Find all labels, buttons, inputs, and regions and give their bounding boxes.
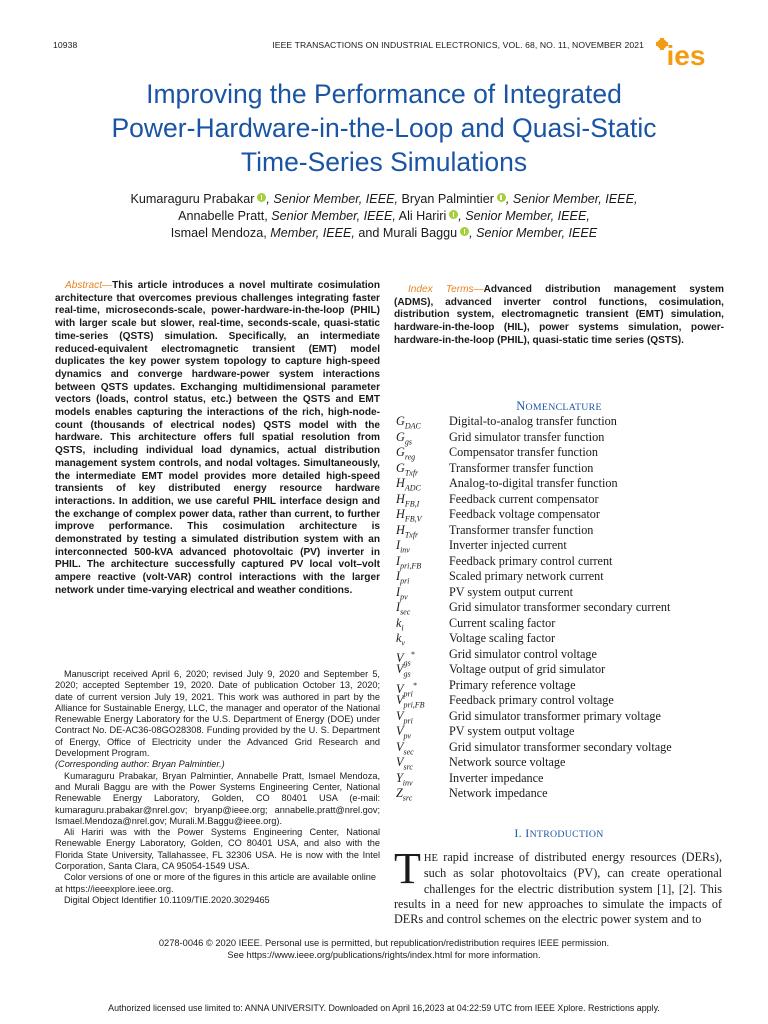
nomenclature-list [396,414,726,802]
nomenclature-symbol: $V_{sec}$ [396,739,414,756]
nomenclature-symbol: $G_{reg}$ [396,445,416,462]
nomenclature-symbol: $H_{ADC}$ [396,476,421,493]
orcid-icon[interactable] [460,227,469,236]
author-name: Ali Hariri [395,209,447,223]
nomenclature-definition: Network impedance [449,786,548,800]
author-line-2 [40,208,728,225]
copyright-line-2: See https://www.ieee.org/publications/rights/index.html for more information. [227,949,541,960]
abstract-text: This article introduces a novel multirate cosimulation architecture that overcomes previous challenges integrating faster real-time, microseconds-scale, power-hardware-in-the-loop (PHIL) with larger scale but slower, real-time, seconds-scale, quasi-static time-series (QSTS) simulation. Specifically, an intermediate reduced-equivalent electromagnetic transient (EMT) model duplicates the key power system topology to capture high-speed dynamics and converge hardware-power system interactions between QSTS updates. Exchanging multidimensional parameter vectors (loads, control status, etc.) between the QSTS and EMT models enables capturing the interactions of the rich, high-node-count (thousands of electrical nodes) QSTS model with the hardware. This architecture offers full spatial resolution from QSTS, including individual load dynamics, actual distribution management system controls, and nodal voltages. Simultaneously, the intermediate EMT model provides more detailed high-speed transients of key distributed energy resource hardware interactions. In addition, we use careful PHIL interface design and the exchange of complex power data, rather than current, to further improve performance. This cosimulation architecture is demonstrated by testing a simulated distribution system with an interconnected 500-kVA advanced photovoltaic (PV) inverter in PHIL. The architecture successfully captured PV local volt–volt ampere reactive (volt-VAR) control interactions with the larger network under time-varying electrical and weather conditions. [55,280,380,596]
nomenclature-item [396,538,726,554]
nomenclature-symbol: $G_{Txfr}$ [396,460,419,477]
copyright-line-1: 0278-0046 © 2020 IEEE. Personal use is permitted, but republication/redistribution requires IEEE permission. [158,938,610,948]
ies-logo [650,38,722,68]
orcid-icon[interactable] [449,210,458,219]
nomenclature-symbol: $H_{Txfr}$ [396,522,419,539]
author-membership: Senior Member, IEEE, [267,209,396,223]
nomenclature-item [396,677,726,698]
index-terms-text: Advanced distribution management system (ADMS), advanced inverter control functions, cosimulation, distribution system, electromagnetic transient (EMT) simulation, hardware-in-the-loop (HIL), power systems simulation, power-hardware-in-the-loop (PHIL), quasi-static time series (QSTS). [394,284,724,346]
nomenclature-definition: Grid simulator transfer function [449,429,605,444]
nomenclature-symbol: $V_{pri}^*$ [396,680,417,698]
nomenclature-item [396,616,726,632]
index-terms-label: Index Terms— [408,284,484,295]
nomenclature-definition: Primary reference voltage [449,677,576,692]
author-membership: , Senior Member, IEEE [469,226,598,240]
author-membership: , Senior Member, IEEE, [266,192,398,206]
nomenclature-item [396,709,726,725]
footnote-hariri: Ali Hariri was with the Power Systems Engineering Center, National Renewable Energy Laboratory, Golden, CO 80401 USA, and also with the Florida State University, Tallahassee, FL 32306 USA. He is now with the Intel Corporation, Santa Clara, CA 95054-1549 USA. [55,827,380,872]
title-line-1: Improving the Performance of Integrated [146,79,622,109]
abstract [55,280,380,598]
nomenclature-item [396,569,726,585]
author-membership: , Senior Member, IEEE, [458,209,590,223]
introduction-heading [394,826,724,841]
nomenclature-definition: Transformer transfer function [449,522,594,537]
nomenclature-symbol: $Z_{src}$ [396,786,413,803]
author-name: Annabelle Pratt, [178,209,268,223]
nomenclature-heading-rest: OMENCLATURE [525,402,602,413]
nomenclature-symbol: $V_{pv}$ [396,724,412,741]
title-line-2: Power-Hardware-in-the-Loop and Quasi-Static [111,113,657,143]
index-terms [394,284,724,348]
author-line-3 [40,225,728,242]
nomenclature-definition: Grid simulator control voltage [449,646,597,661]
logo-text: ies [666,40,706,68]
nomenclature-definition: Analog-to-digital transfer function [449,476,618,490]
author-membership: Member, IEEE, [266,226,355,240]
nomenclature-definition: Inverter impedance [449,770,544,785]
nomenclature-definition: Scaled primary network current [449,569,604,583]
nomenclature-definition: Grid simulator transformer primary voltage [449,708,661,723]
nomenclature-symbol: $V_{gs}$ [396,662,411,679]
author-line-1 [40,191,728,208]
footnote-doi: Digital Object Identifier 10.1109/TIE.2020.3029465 [64,894,270,905]
nomenclature-item [396,771,726,787]
nomenclature-item [396,600,726,616]
nomenclature-definition: Grid simulator transformer secondary voltage [449,739,672,754]
author-name: Bryan Palmintier [398,192,494,206]
nomenclature-symbol: $V_{gs}^*$ [396,649,415,667]
nomenclature-definition: Compensator transfer function [449,445,598,459]
nomenclature-item [396,631,726,647]
author-name: Kumaraguru Prabakar [130,192,255,206]
nomenclature-symbol: $V_{src}$ [396,755,413,772]
introduction-heading-rest: NTRODUCTION [529,829,604,840]
nomenclature-item [396,646,726,667]
nomenclature-item [396,693,726,709]
nomenclature-definition: Digital-to-analog transfer function [449,414,617,428]
nomenclature-definition: Inverter injected current [449,538,567,552]
nomenclature-symbol: $V_{pri,FB}$ [396,693,425,710]
nomenclature-definition: Network source voltage [449,755,566,769]
nomenclature-item [396,476,726,492]
author-name: and Murali Baggu [354,226,458,240]
ies-logo-icon [650,38,722,68]
nomenclature-symbol: $Y_{inv}$ [396,770,413,787]
nomenclature-symbol: $I_{sec}$ [396,600,411,617]
nomenclature-definition: Feedback primary control voltage [449,693,614,707]
nomenclature-symbol: $H_{FB,I}$ [396,491,420,508]
nomenclature-definition: PV system output voltage [449,724,575,738]
nomenclature-symbol: $I_{pri,FB}$ [396,553,422,570]
nomenclature-definition: Voltage scaling factor [449,631,556,645]
nomenclature-definition: Voltage output of grid simulator [449,662,606,676]
nomenclature-symbol: $k_v$ [396,631,405,648]
nomenclature-definition: Transformer transfer function [449,460,594,475]
footnote [55,669,380,906]
nomenclature-item [396,755,726,771]
abstract-label: Abstract— [65,280,113,291]
nomenclature-item [396,507,726,523]
orcid-icon[interactable] [497,193,506,202]
nomenclature-symbol: $V_{pri}$ [396,708,413,725]
copyright-notice [40,938,728,961]
nomenclature-symbol: $k_i$ [396,615,404,632]
nomenclature-definition: Feedback voltage compensator [449,507,600,521]
footnote-corresponding: (Corresponding author: Bryan Palmintier.) [55,759,225,770]
nomenclature-item [396,523,726,539]
nomenclature-definition: Grid simulator transformer secondary current [449,600,671,614]
author-name: Ismael Mendoza, [170,226,267,240]
page-number: 10938 [53,40,78,50]
nomenclature-symbol: $I_{pv}$ [396,584,408,601]
nomenclature-symbol: $G_{DAC}$ [396,414,421,431]
nomenclature-item [396,585,726,601]
title-line-3: Time-Series Simulations [240,147,528,177]
footnote-color: Color versions of one or more of the figures in this article are available online at https://ieeexplore.ieee.org. [55,872,377,894]
introduction-heading-num: I. I [514,826,530,840]
nomenclature-item [396,430,726,446]
nomenclature-heading-first: N [516,399,526,413]
introduction-body [394,844,722,927]
author-membership: , Senior Member, IEEE, [505,192,638,206]
footnote-manuscript: Manuscript received April 6, 2020; revised July 9, 2020 and September 5, 2020; accepted September 19, 2020. Date of publication October 13, 2020; date of current version July 19, 2021. This work was authored in part by the Alliance for Sustainable Energy, LLC, the manager and operator of the National Renewable Energy Laboratory for the U.S. Department of Energy (DOE) under Contract No. DE-AC36-08GO28308. Funding provided by the U. S. Department of Energy, Office of Electricity under the Advanced Grid Research and Development Program. [55,669,380,759]
nomenclature-item [396,492,726,508]
intro-text: rapid increase of distributed energy resources (DERs), such as solar photovoltaics (PV), can create operational challenges for the electric distribution system [1], [2]. This results in a need for new approaches to simulate the impacts of DERs and control schemes on the electric power system and to [394,850,722,927]
intro-smallcaps: HE [423,853,438,864]
journal-header: IEEE TRANSACTIONS ON INDUSTRIAL ELECTRONICS, VOL. 68, NO. 11, NOVEMBER 2021 [272,40,644,50]
nomenclature-item [396,662,726,678]
nomenclature-symbol: $I_{inv}$ [396,538,410,555]
nomenclature-item [396,445,726,461]
nomenclature-item [396,786,726,802]
nomenclature-definition: PV system output current [449,584,574,599]
nomenclature-definition: Feedback current compensator [449,491,599,506]
nomenclature-item [396,414,726,430]
nomenclature-definition: Feedback primary control current [449,553,613,568]
footnote-affiliations: Kumaraguru Prabakar, Bryan Palmintier, Annabelle Pratt, Ismael Mendoza, and Murali Baggu are with the Power Systems Engineering Center, National Renewable Energy Laboratory, Golden, CO 80401 USA (e-mail: kumaraguru.prabakar@nrel.gov; bryanp@ieee.org; annabelle.pratt@nrel.gov; Ismael.Mendoza@nrel.gov; Murali.M.Baggu@ieee.org). [55,770,380,826]
nomenclature-item [396,724,726,740]
nomenclature-item [396,461,726,477]
nomenclature-symbol: $G_{gs}$ [396,429,412,446]
nomenclature-symbol: $H_{FB,V}$ [396,507,422,524]
nomenclature-heading [394,399,724,414]
nomenclature-symbol: $I_{pri}$ [396,569,410,586]
nomenclature-item [396,740,726,756]
dropcap: T [394,844,421,893]
authorized-use-notice: Authorized licensed use limited to: ANNA UNIVERSITY. Downloaded on April 16,2023 at 04:22:59 UTC from IEEE Xplore. Restrictions apply. [108,1003,660,1013]
paper-title [40,77,728,179]
author-list [40,191,728,242]
nomenclature-definition: Current scaling factor [449,615,556,630]
nomenclature-item [396,554,726,570]
